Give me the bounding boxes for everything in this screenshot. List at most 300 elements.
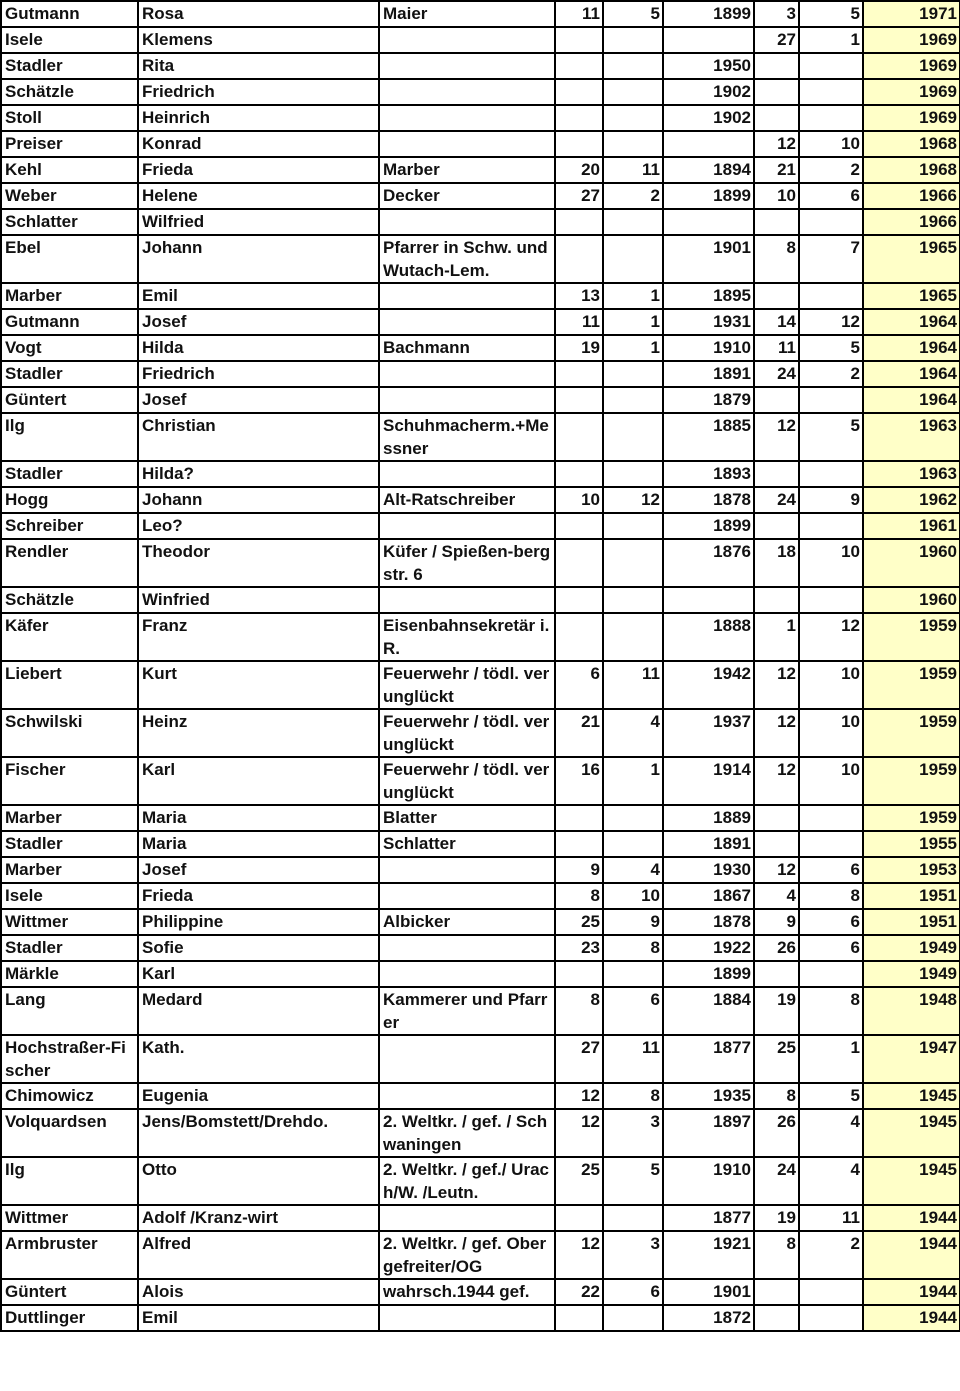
- cell-death-year: 1959: [863, 613, 960, 661]
- cell-surname: Hogg: [1, 487, 138, 513]
- cell-surname: Liebert: [1, 661, 138, 709]
- cell-surname: Schwilski: [1, 709, 138, 757]
- cell-surname: Schätzle: [1, 587, 138, 613]
- table-row: [1, 413, 960, 461]
- cell-death-day: 16: [555, 757, 603, 805]
- cell-surname: Güntert: [1, 1279, 138, 1305]
- cell-death-month: 3: [603, 1109, 663, 1157]
- cell-burial-month: 2: [799, 157, 863, 183]
- cell-birth-year: 1885: [663, 413, 754, 461]
- cell-note: [379, 587, 555, 613]
- cell-birth-year: 1884: [663, 987, 754, 1035]
- cell-death-day: [555, 613, 603, 661]
- cell-burial-month: 9: [799, 487, 863, 513]
- cell-burial-day: 14: [754, 309, 799, 335]
- cell-death-day: [555, 413, 603, 461]
- table-row: [1, 987, 960, 1035]
- cell-burial-month: [799, 805, 863, 831]
- table-row: [1, 461, 960, 487]
- table-row: [1, 757, 960, 805]
- cell-death-year: 1944: [863, 1205, 960, 1231]
- cell-birth-year: 1902: [663, 79, 754, 105]
- cell-birth-year: 1878: [663, 487, 754, 513]
- cell-first-name: Josef: [138, 387, 379, 413]
- cell-death-year: 1944: [863, 1279, 960, 1305]
- cell-death-day: [555, 209, 603, 235]
- table-row: [1, 857, 960, 883]
- cell-death-day: [555, 79, 603, 105]
- cell-burial-month: 6: [799, 857, 863, 883]
- cell-burial-day: [754, 209, 799, 235]
- cell-first-name: Klemens: [138, 27, 379, 53]
- cell-burial-month: 12: [799, 613, 863, 661]
- cell-birth-year: [663, 209, 754, 235]
- cell-burial-day: 9: [754, 909, 799, 935]
- cell-note: [379, 1035, 555, 1083]
- cell-death-month: [603, 387, 663, 413]
- cell-death-day: 12: [555, 1109, 603, 1157]
- table-row: [1, 157, 960, 183]
- cell-burial-month: 10: [799, 539, 863, 587]
- cell-birth-year: 1877: [663, 1035, 754, 1083]
- cell-death-month: [603, 105, 663, 131]
- table-row: [1, 661, 960, 709]
- cell-note: Feuerwehr / tödl. verunglückt: [379, 661, 555, 709]
- cell-burial-month: 11: [799, 1205, 863, 1231]
- cell-burial-day: [754, 1305, 799, 1331]
- cell-burial-month: 7: [799, 235, 863, 283]
- cell-birth-year: [663, 131, 754, 157]
- cell-death-year: 1955: [863, 831, 960, 857]
- cell-first-name: Sofie: [138, 935, 379, 961]
- cell-note: [379, 857, 555, 883]
- cell-burial-month: 6: [799, 183, 863, 209]
- cell-burial-month: 8: [799, 883, 863, 909]
- cell-burial-month: [799, 461, 863, 487]
- cell-burial-day: 18: [754, 539, 799, 587]
- table-row: [1, 361, 960, 387]
- cell-surname: Marber: [1, 283, 138, 309]
- cell-burial-day: 26: [754, 1109, 799, 1157]
- table-row: [1, 831, 960, 857]
- cell-note: [379, 1083, 555, 1109]
- cell-death-day: [555, 805, 603, 831]
- cell-surname: Weber: [1, 183, 138, 209]
- table-row: [1, 1305, 960, 1331]
- cell-birth-year: 1899: [663, 183, 754, 209]
- cell-burial-day: 12: [754, 413, 799, 461]
- cell-birth-year: 1872: [663, 1305, 754, 1331]
- cell-note: Kammerer und Pfarrer: [379, 987, 555, 1035]
- cell-note: wahrsch.1944 gef.: [379, 1279, 555, 1305]
- table-row: [1, 131, 960, 157]
- cell-first-name: Johann: [138, 235, 379, 283]
- cell-burial-month: 5: [799, 1, 863, 27]
- cell-note: [379, 27, 555, 53]
- cell-burial-day: 12: [754, 661, 799, 709]
- cell-burial-day: [754, 79, 799, 105]
- cell-burial-day: 11: [754, 335, 799, 361]
- cell-surname: Märkle: [1, 961, 138, 987]
- cell-surname: Wittmer: [1, 1205, 138, 1231]
- cell-first-name: Johann: [138, 487, 379, 513]
- cell-death-year: 1945: [863, 1157, 960, 1205]
- cell-birth-year: 1942: [663, 661, 754, 709]
- cell-birth-year: 1899: [663, 1, 754, 27]
- cell-surname: Marber: [1, 857, 138, 883]
- cell-first-name: Konrad: [138, 131, 379, 157]
- cell-burial-month: 2: [799, 1231, 863, 1279]
- cell-burial-day: 12: [754, 131, 799, 157]
- cell-burial-month: [799, 53, 863, 79]
- cell-death-year: 1963: [863, 461, 960, 487]
- cell-death-year: 1966: [863, 183, 960, 209]
- cell-surname: Kehl: [1, 157, 138, 183]
- cell-death-year: 1971: [863, 1, 960, 27]
- cell-death-month: 11: [603, 157, 663, 183]
- cell-burial-day: 26: [754, 935, 799, 961]
- table-row: [1, 335, 960, 361]
- cell-burial-day: [754, 587, 799, 613]
- cell-death-day: 11: [555, 309, 603, 335]
- cell-death-month: 5: [603, 1, 663, 27]
- cell-surname: Hochstraßer-Fischer: [1, 1035, 138, 1083]
- cell-death-year: 1945: [863, 1109, 960, 1157]
- cell-surname: Schätzle: [1, 79, 138, 105]
- cell-burial-month: [799, 387, 863, 413]
- cell-death-month: 1: [603, 757, 663, 805]
- cell-birth-year: 1914: [663, 757, 754, 805]
- cell-death-year: 1959: [863, 709, 960, 757]
- cell-note: [379, 513, 555, 539]
- cell-burial-day: 10: [754, 183, 799, 209]
- cell-burial-month: 10: [799, 661, 863, 709]
- cell-first-name: Maria: [138, 831, 379, 857]
- cell-birth-year: 1877: [663, 1205, 754, 1231]
- cell-death-month: 5: [603, 1157, 663, 1205]
- cell-death-day: 11: [555, 1, 603, 27]
- cell-burial-month: 5: [799, 1083, 863, 1109]
- cell-birth-year: 1899: [663, 961, 754, 987]
- cell-first-name: Medard: [138, 987, 379, 1035]
- cell-first-name: Hilda?: [138, 461, 379, 487]
- cell-death-month: [603, 1305, 663, 1331]
- cell-death-month: 11: [603, 661, 663, 709]
- cell-note: Blatter: [379, 805, 555, 831]
- cell-death-month: [603, 613, 663, 661]
- cell-death-year: 1964: [863, 335, 960, 361]
- cell-surname: Armbruster: [1, 1231, 138, 1279]
- cell-death-day: [555, 387, 603, 413]
- cell-burial-month: 1: [799, 1035, 863, 1083]
- cell-surname: Schreiber: [1, 513, 138, 539]
- cell-birth-year: 1891: [663, 361, 754, 387]
- cell-surname: Stoll: [1, 105, 138, 131]
- cell-surname: Stadler: [1, 461, 138, 487]
- cell-death-day: [555, 587, 603, 613]
- cell-death-day: [555, 105, 603, 131]
- cell-first-name: Kurt: [138, 661, 379, 709]
- cell-burial-day: [754, 461, 799, 487]
- cell-death-year: 1945: [863, 1083, 960, 1109]
- table-row: [1, 105, 960, 131]
- cell-note: Schlatter: [379, 831, 555, 857]
- cell-first-name: Winfried: [138, 587, 379, 613]
- cell-death-month: [603, 587, 663, 613]
- cell-burial-month: 10: [799, 131, 863, 157]
- cell-birth-year: 1937: [663, 709, 754, 757]
- table-row: [1, 513, 960, 539]
- cell-death-year: 1959: [863, 757, 960, 805]
- table-row: [1, 1157, 960, 1205]
- cell-burial-month: 6: [799, 909, 863, 935]
- cell-burial-day: 24: [754, 361, 799, 387]
- cell-first-name: Maria: [138, 805, 379, 831]
- cell-death-year: 1969: [863, 79, 960, 105]
- cell-burial-month: [799, 1305, 863, 1331]
- cell-death-day: 6: [555, 661, 603, 709]
- cell-death-year: 1968: [863, 157, 960, 183]
- cell-death-month: 8: [603, 1083, 663, 1109]
- cell-note: Maier: [379, 1, 555, 27]
- cell-death-day: [555, 513, 603, 539]
- cell-burial-month: [799, 831, 863, 857]
- cell-first-name: Leo?: [138, 513, 379, 539]
- cell-surname: Volquardsen: [1, 1109, 138, 1157]
- cell-death-month: 9: [603, 909, 663, 935]
- cell-first-name: Friedrich: [138, 361, 379, 387]
- cell-note: Feuerwehr / tödl. verunglückt: [379, 709, 555, 757]
- cell-death-year: 1944: [863, 1231, 960, 1279]
- cell-burial-month: 10: [799, 757, 863, 805]
- cell-surname: Ebel: [1, 235, 138, 283]
- cell-birth-year: 1888: [663, 613, 754, 661]
- cell-death-month: 12: [603, 487, 663, 513]
- cell-birth-year: 1935: [663, 1083, 754, 1109]
- cell-first-name: Karl: [138, 757, 379, 805]
- cell-death-year: 1960: [863, 539, 960, 587]
- cell-burial-day: 12: [754, 757, 799, 805]
- cell-burial-day: [754, 105, 799, 131]
- cell-burial-month: 6: [799, 935, 863, 961]
- cell-surname: Rendler: [1, 539, 138, 587]
- table-row: [1, 387, 960, 413]
- cell-first-name: Philippine: [138, 909, 379, 935]
- cell-first-name: Karl: [138, 961, 379, 987]
- table-row: [1, 1109, 960, 1157]
- cell-death-year: 1965: [863, 235, 960, 283]
- table-row: [1, 53, 960, 79]
- cell-first-name: Heinrich: [138, 105, 379, 131]
- cell-death-day: 27: [555, 183, 603, 209]
- cell-death-year: 1966: [863, 209, 960, 235]
- cell-death-day: [555, 831, 603, 857]
- cell-birth-year: 1895: [663, 283, 754, 309]
- cell-first-name: Alfred: [138, 1231, 379, 1279]
- cell-burial-day: 12: [754, 857, 799, 883]
- cell-note: [379, 283, 555, 309]
- cell-burial-day: [754, 831, 799, 857]
- cell-birth-year: 1902: [663, 105, 754, 131]
- cell-death-day: 13: [555, 283, 603, 309]
- cell-surname: Marber: [1, 805, 138, 831]
- cell-burial-month: 5: [799, 335, 863, 361]
- cell-death-day: 12: [555, 1083, 603, 1109]
- cell-note: Küfer / Spießen-bergstr. 6: [379, 539, 555, 587]
- cell-note: [379, 883, 555, 909]
- cell-death-month: 11: [603, 1035, 663, 1083]
- table-row: [1, 309, 960, 335]
- cell-burial-day: [754, 805, 799, 831]
- cell-birth-year: 1931: [663, 309, 754, 335]
- cell-death-month: [603, 831, 663, 857]
- table-row: [1, 209, 960, 235]
- cell-birth-year: 1891: [663, 831, 754, 857]
- table-row: [1, 27, 960, 53]
- cell-death-year: 1949: [863, 961, 960, 987]
- table-row: [1, 79, 960, 105]
- cell-burial-day: [754, 1279, 799, 1305]
- cell-surname: Vogt: [1, 335, 138, 361]
- table-row: [1, 805, 960, 831]
- cell-death-day: 8: [555, 883, 603, 909]
- cell-death-day: 27: [555, 1035, 603, 1083]
- cell-burial-month: [799, 79, 863, 105]
- cell-first-name: Jens/Bomstett/Drehdo.: [138, 1109, 379, 1157]
- cell-death-year: 1959: [863, 805, 960, 831]
- cell-first-name: Hilda: [138, 335, 379, 361]
- cell-first-name: Heinz: [138, 709, 379, 757]
- cell-death-year: 1969: [863, 105, 960, 131]
- cell-death-month: [603, 53, 663, 79]
- table-row: [1, 961, 960, 987]
- cell-death-month: [603, 461, 663, 487]
- table-row: [1, 1083, 960, 1109]
- cell-death-day: 9: [555, 857, 603, 883]
- cell-death-month: [603, 361, 663, 387]
- cell-burial-day: [754, 283, 799, 309]
- cell-burial-day: 24: [754, 487, 799, 513]
- cell-surname: Stadler: [1, 935, 138, 961]
- cell-surname: Gutmann: [1, 1, 138, 27]
- cell-death-month: 1: [603, 335, 663, 361]
- table-row: [1, 487, 960, 513]
- cell-birth-year: 1897: [663, 1109, 754, 1157]
- cell-surname: Käfer: [1, 613, 138, 661]
- cell-burial-day: 3: [754, 1, 799, 27]
- table-row: [1, 1279, 960, 1305]
- cell-note: 2. Weltkr. / gef. Obergefreiter/OG: [379, 1231, 555, 1279]
- cell-death-day: [555, 131, 603, 157]
- table-row: [1, 1035, 960, 1083]
- cell-surname: Preiser: [1, 131, 138, 157]
- cell-burial-month: 4: [799, 1109, 863, 1157]
- cell-death-year: 1964: [863, 309, 960, 335]
- cell-death-year: 1961: [863, 513, 960, 539]
- cell-first-name: Emil: [138, 1305, 379, 1331]
- cell-note: [379, 309, 555, 335]
- cell-burial-day: 19: [754, 987, 799, 1035]
- cell-death-month: 1: [603, 309, 663, 335]
- cell-note: 2. Weltkr. / gef. / Schwaningen: [379, 1109, 555, 1157]
- cell-burial-day: [754, 961, 799, 987]
- cell-surname: Gutmann: [1, 309, 138, 335]
- cell-burial-month: [799, 1279, 863, 1305]
- cell-birth-year: 1901: [663, 235, 754, 283]
- table-row: [1, 283, 960, 309]
- cell-burial-month: [799, 105, 863, 131]
- cell-death-day: 10: [555, 487, 603, 513]
- cell-first-name: Josef: [138, 309, 379, 335]
- cell-birth-year: 1950: [663, 53, 754, 79]
- cell-death-month: [603, 209, 663, 235]
- cell-death-month: 6: [603, 1279, 663, 1305]
- cell-birth-year: 1879: [663, 387, 754, 413]
- cell-death-year: 1959: [863, 661, 960, 709]
- cell-first-name: Kath.: [138, 1035, 379, 1083]
- cell-note: [379, 1205, 555, 1231]
- cell-note: [379, 361, 555, 387]
- cell-death-month: [603, 27, 663, 53]
- cell-first-name: Josef: [138, 857, 379, 883]
- cell-death-day: [555, 461, 603, 487]
- cell-death-day: 21: [555, 709, 603, 757]
- cell-first-name: Alois: [138, 1279, 379, 1305]
- cell-birth-year: 1867: [663, 883, 754, 909]
- cell-burial-day: [754, 513, 799, 539]
- cell-death-year: 1962: [863, 487, 960, 513]
- cell-death-day: [555, 361, 603, 387]
- cell-first-name: Frieda: [138, 157, 379, 183]
- cell-burial-day: 27: [754, 27, 799, 53]
- cell-first-name: Helene: [138, 183, 379, 209]
- cell-death-day: [555, 961, 603, 987]
- cell-note: Bachmann: [379, 335, 555, 361]
- cell-burial-day: [754, 53, 799, 79]
- cell-burial-day: 8: [754, 1083, 799, 1109]
- cell-surname: Isele: [1, 27, 138, 53]
- cell-death-month: 8: [603, 935, 663, 961]
- cell-note: [379, 209, 555, 235]
- cell-note: [379, 105, 555, 131]
- cell-death-month: [603, 805, 663, 831]
- cell-death-year: 1968: [863, 131, 960, 157]
- cell-surname: Ilg: [1, 413, 138, 461]
- cell-birth-year: 1878: [663, 909, 754, 935]
- cell-note: Pfarrer in Schw. und Wutach-Lem.: [379, 235, 555, 283]
- cell-burial-month: 4: [799, 1157, 863, 1205]
- cell-death-day: 12: [555, 1231, 603, 1279]
- cell-birth-year: [663, 587, 754, 613]
- cell-note: [379, 461, 555, 487]
- cell-note: [379, 131, 555, 157]
- cell-surname: Stadler: [1, 361, 138, 387]
- cell-first-name: Rita: [138, 53, 379, 79]
- cell-death-month: [603, 1205, 663, 1231]
- table-row: [1, 539, 960, 587]
- cell-death-month: 10: [603, 883, 663, 909]
- cell-first-name: Emil: [138, 283, 379, 309]
- cell-death-year: 1965: [863, 283, 960, 309]
- cell-note: Feuerwehr / tödl. verunglückt: [379, 757, 555, 805]
- cell-burial-day: 8: [754, 1231, 799, 1279]
- cell-note: [379, 53, 555, 79]
- cell-death-month: [603, 413, 663, 461]
- cell-note: [379, 387, 555, 413]
- cell-birth-year: 1930: [663, 857, 754, 883]
- cell-surname: Stadler: [1, 53, 138, 79]
- cell-death-day: [555, 539, 603, 587]
